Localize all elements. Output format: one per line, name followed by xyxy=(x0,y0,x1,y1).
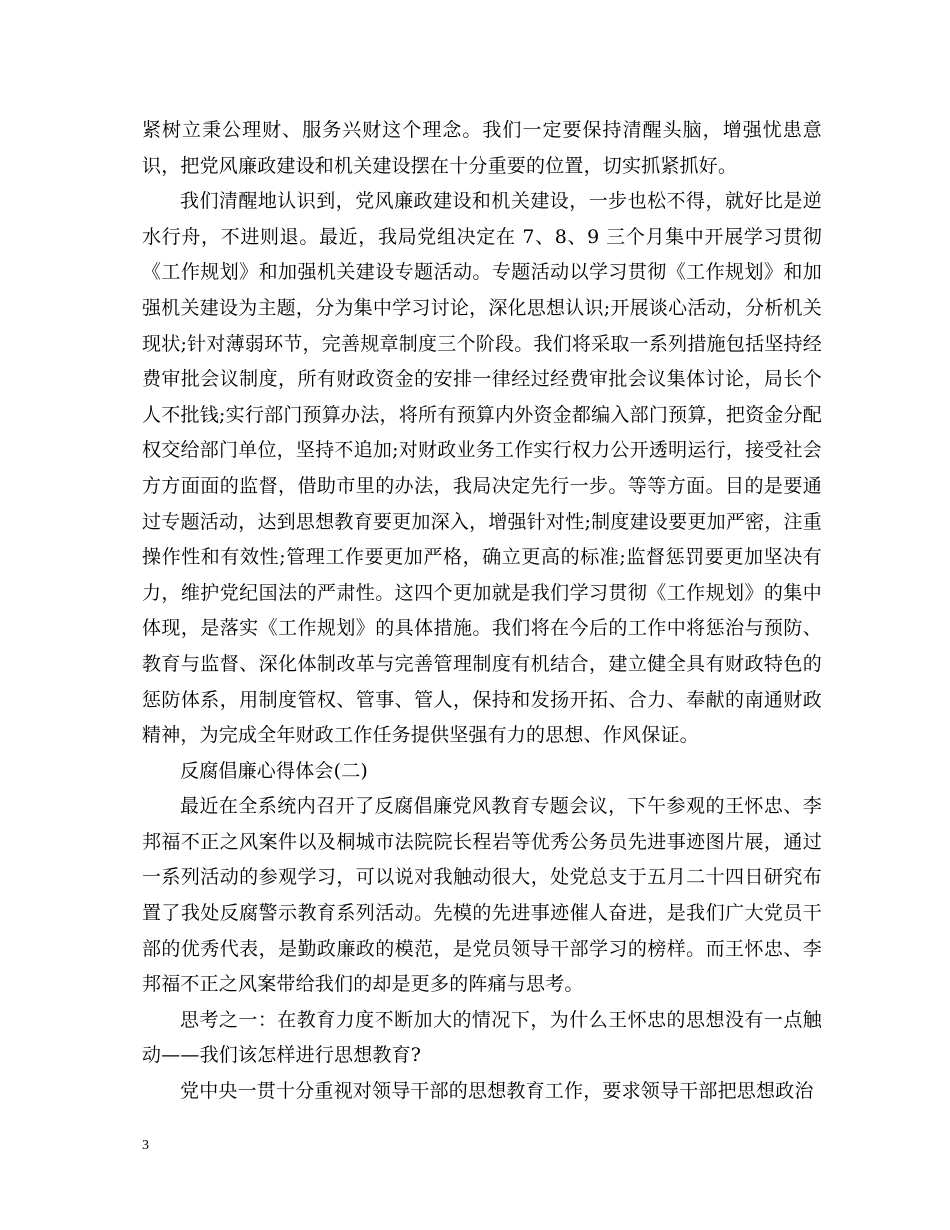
paragraph-1: 紧树立秉公理财、服务兴财这个理念。我们一定要保持清醒头脑，增强忧患意识，把党风廉政建设和机关建设摆在十分重要的位置，切实抓紧抓好。 xyxy=(142,119,822,177)
page-number: 3 xyxy=(142,1138,149,1153)
paragraph-2: 我们清醒地认识到，党风廉政建设和机关建设，一步也松不得，就好比是逆水行舟，不进则退。最近，我局党组决定在 7、8、9 三个月集中开展学习贯彻《工作规划》和加强机关建设专题活动。专题活动以学习贯彻《工作规划》和加强机关建设为主题，分为集中学习讨论，深化思想认识;开展谈心活动，分析机关现状;针对薄弱环节，完善规章制度三个阶段。我们将采取一系列措施包括坚持经费审批会议制度，所有财政资金的安排一律经过经费审批会议集体讨论，局长个人不批钱;实行部门预算办法，将所有预算内外资金都编入部门预算，把资金分配权交给部门单位，坚持不追加;对财政业务工作实行权力公开透明运行，接受社会方方面面的监督，借助市里的办法，我局决定先行一步。等等方面。目的是要通过专题活动，达到思想教育要更加深入，增强针对性;制度建设要更加严密，注重操作性和有效性;管理工作要更加严格，确立更高的标准;监督惩罚要更加坚决有力，维护党纪国法的严肃性。这四个更加就是我们学习贯彻《工作规划》的集中体现，是落实《工作规划》的具体措施。我们将在今后的工作中将惩治与预防、教育与监督、深化体制改革与完善管理制度有机结合，建立健全具有财政特色的惩防体系，用制度管权、管事、管人，保持和发扬开拓、合力、奉献的南通财政精神，为完成全年财政工作任务提供坚强有力的思想、作风保证。 xyxy=(142,190,822,747)
paragraph-3: 最近在全系统内召开了反腐倡廉党风教育专题会议，下午参观的王怀忠、李邦福不正之风案件以及桐城市法院院长程岩等优秀公务员先进事迹图片展，通过一系列活动的参观学习，可以说对我触动很大，处党总支于五月二十四日研究布置了我处反腐警示教育系列活动。先模的先进事迹催人奋进，是我们广大党员干部的优秀代表，是勤政廉政的模范，是党员领导干部学习的榜样。而王怀忠、李邦福不正之风案带给我们的却是更多的阵痛与思考。 xyxy=(142,795,822,996)
paragraph-5: 党中央一贯十分重视对领导干部的思想教育工作，要求领导干部把思想政治 xyxy=(180,1080,814,1103)
document-body xyxy=(142,113,822,1110)
section-heading: 反腐倡廉心得体会(二) xyxy=(180,759,369,782)
paragraph-4: 思考之一：在教育力度不断加大的情况下，为什么王怀忠的思想没有一点触动——我们该怎样进行思想教育? xyxy=(142,1008,822,1067)
